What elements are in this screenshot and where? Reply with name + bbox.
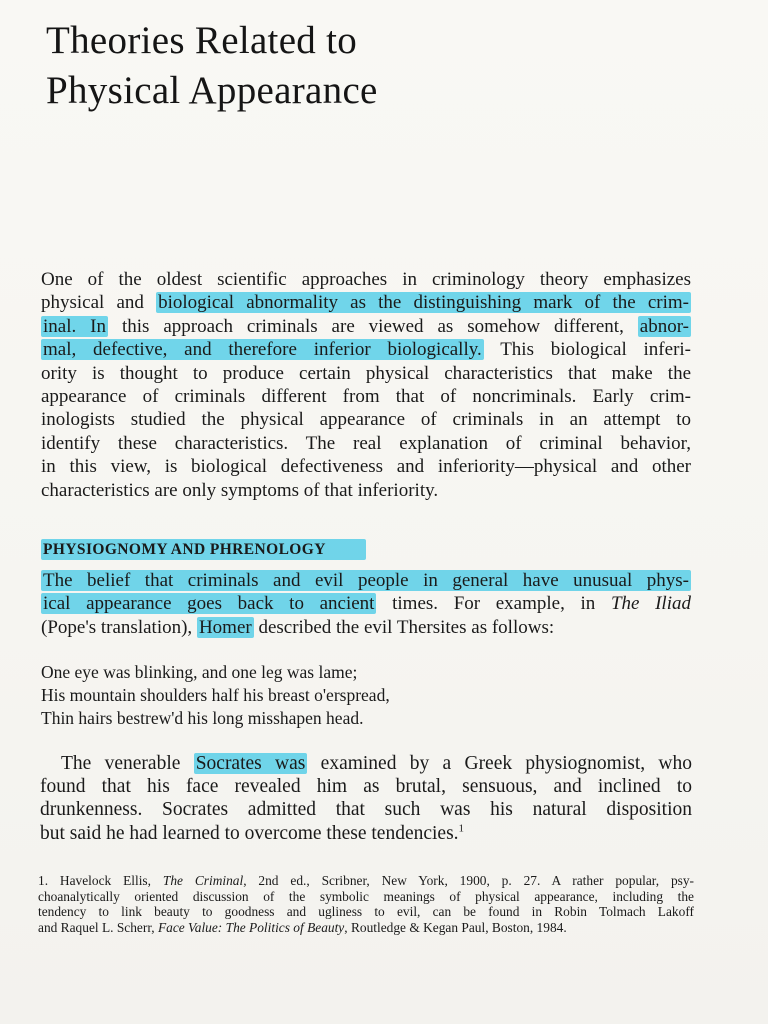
book-title: The Iliad <box>610 593 691 615</box>
text-line <box>40 775 692 798</box>
text-line <box>41 569 691 592</box>
text-segment: , Routledge & Kegan Paul, Boston, 1984. <box>344 919 567 935</box>
text-line <box>40 822 692 845</box>
paragraph-socrates <box>40 752 692 845</box>
text-segment: and Raquel L. Scherr, <box>38 919 158 935</box>
text-segment: this approach criminals are viewed as somehow different, <box>108 315 638 337</box>
poem-line: Thin hairs bestrew'd his long misshapen head. <box>41 708 364 728</box>
page-title <box>46 16 646 116</box>
text-segment: found that his face revealed him as brutal, sensuous, and inclined to <box>40 776 692 798</box>
highlighted-text: Homer <box>198 616 252 638</box>
text-segment: examined by a Greek physiognomist, who <box>307 753 693 774</box>
text-segment: drunkenness. Socrates admitted that such was his natural disposition <box>40 799 692 821</box>
text-segment: 1. Havelock Ellis, <box>38 873 163 888</box>
footnote-line <box>38 904 694 920</box>
section-heading <box>41 541 366 559</box>
footnote-line <box>38 920 694 936</box>
highlighted-text: inal. In <box>43 315 107 337</box>
text-line <box>41 592 691 615</box>
text-line <box>41 616 691 639</box>
text-segment: appearance of criminals different from that of noncriminals. Early crim- <box>41 386 691 408</box>
text-line <box>40 798 692 821</box>
highlighted-heading: PHYSIOGNOMY AND PHRENOLOGY <box>41 539 366 560</box>
text-segment: This biological inferi- <box>483 339 691 361</box>
text-segment: physical and <box>41 292 157 314</box>
text-line <box>41 268 691 291</box>
book-title: The Criminal <box>162 873 244 888</box>
highlighted-text: abnor- <box>639 315 689 337</box>
highlighted-text: Socrates was <box>195 753 306 774</box>
paragraph-belief <box>41 569 691 639</box>
text-segment: but said he had learned to overcome these tendencies. <box>40 822 459 844</box>
text-line <box>40 752 692 775</box>
text-segment: choanalytically oriented discussion of the symbolic meanings of physical appearance, including the <box>38 888 694 904</box>
text-segment: identify these characteristics. The real explanation of criminal behavior, <box>41 432 691 454</box>
poem-line: One eye was blinking, and one leg was lame; <box>41 662 358 682</box>
text-line <box>41 432 691 455</box>
highlighted-text: mal, defective, and therefore inferior biologically. <box>43 339 482 361</box>
poem-quote <box>41 661 390 730</box>
text-segment: tendency to link beauty to goodness and ugliness to evil, can be found in Robin Tolmach Lakoff <box>38 904 694 919</box>
book-title: Face Value: The Politics of Beauty <box>157 919 345 935</box>
text-line <box>41 362 691 385</box>
footnote-line <box>38 889 694 905</box>
highlighted-text: biological abnormality as the distinguishing mark of the crim- <box>158 292 689 314</box>
text-segment: times. For example, in <box>376 593 611 615</box>
footnote <box>38 873 694 935</box>
highlighted-text: ical appearance goes back to ancient <box>43 593 375 615</box>
text-segment: in this view, is biological defectiveness and inferiority—physical and other <box>41 456 691 478</box>
footnote-reference: 1 <box>458 822 465 835</box>
text-line <box>41 408 691 431</box>
text-line <box>41 455 691 478</box>
title-line-1: Theories Related to <box>46 19 358 62</box>
paragraph-intro <box>41 268 691 502</box>
text-segment: characteristics are only symptoms of that inferiority. <box>41 479 439 501</box>
text-segment: , 2nd ed., Scribner, New York, 1900, p. 27. A rather popular, psy- <box>243 873 694 888</box>
text-segment: described the evil Thersites as follows: <box>253 616 555 638</box>
footnote-line <box>38 873 694 889</box>
poem-line: His mountain shoulders half his breast o'erspread, <box>41 685 390 705</box>
text-line <box>41 315 691 338</box>
text-line <box>41 385 691 408</box>
text-line <box>41 338 691 361</box>
title-line-2: Physical Appearance <box>46 69 378 112</box>
text-segment: inologists studied the physical appearance of criminals in an attempt to <box>41 409 691 431</box>
text-line <box>41 479 691 502</box>
text-segment: ority is thought to produce certain physical characteristics that make the <box>41 362 691 384</box>
text-segment: (Pope's translation), <box>41 616 197 638</box>
text-segment: One of the oldest scientific approaches in criminology theory emphasizes <box>41 269 691 290</box>
highlighted-text: The belief that criminals and evil people in general have unusual phys- <box>43 570 689 591</box>
text-segment: The venerable <box>61 753 194 774</box>
text-line <box>41 291 691 314</box>
